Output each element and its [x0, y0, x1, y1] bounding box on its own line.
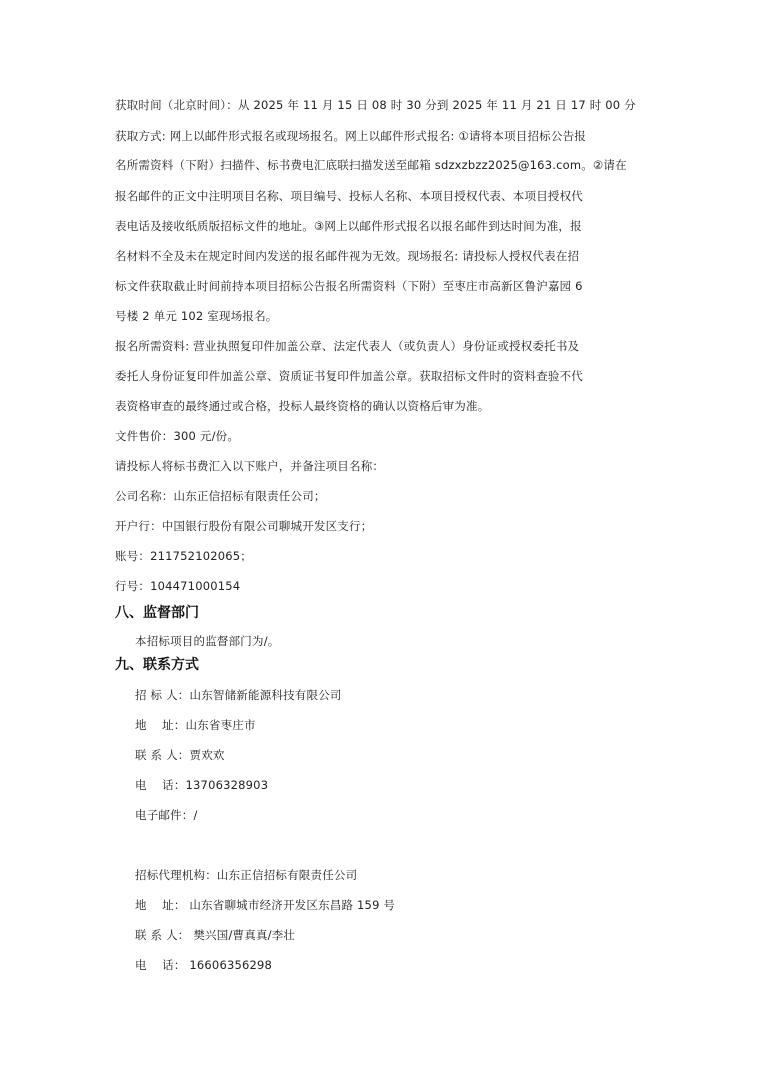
paragraph-line: 表资格审查的最终通过或合格，投标人最终资格的确认以资格后审为准。	[115, 399, 490, 413]
paragraph-line: 委托人身份证复印件加盖公章、资质证书复印件加盖公章。获取招标文件时的资料查验不代	[115, 369, 583, 383]
contact-line: 招标代理机构：山东正信招标有限责任公司	[135, 868, 358, 882]
section-8-body: 本招标项目的监督部门为/。	[135, 634, 280, 648]
paragraph-line: 行号：104471000154	[115, 579, 241, 593]
paragraph-line: 名所需资料（下附）扫描件、标书费电汇底联扫描发送至邮箱 sdzxzbzz2025@163.com。②请在	[115, 158, 627, 172]
contact-line: 电 话：13706328903	[135, 778, 269, 792]
paragraph-line: 请投标人将标书费汇入以下账户，并备注项目名称：	[115, 459, 385, 473]
contact-line: 招 标 人：山东智储新能源科技有限公司	[135, 688, 342, 702]
paragraph-line: 获取时间（北京时间）：从 2025 年 11 月 15 日 08 时 30 分到 2025 年 11 月 21 日 17 时 00 分	[115, 98, 636, 112]
contact-line: 联 系 人：贾欢欢	[135, 748, 225, 762]
paragraph-line: 获取方式: 网上以邮件形式报名或现场报名。网上以邮件形式报名: ①请将本项目招标公告报	[115, 129, 586, 143]
contact-line: 电 话： 16606356298	[135, 958, 273, 972]
paragraph-line: 报名邮件的正文中注明项目名称、项目编号、投标人名称、本项目授权代表、本项目授权代	[115, 189, 583, 203]
contact-line: 地 址： 山东省聊城市经济开发区东昌路 159 号	[135, 898, 396, 912]
section-9-heading: 九、联系方式	[115, 657, 199, 673]
paragraph-line: 表电话及接收纸质版招标文件的地址。③网上以邮件形式报名以报名邮件到达时间为准，报	[115, 219, 582, 233]
contact-line: 联 系 人： 樊兴国/曹真真/李壮	[135, 928, 296, 942]
paragraph-line: 账号：211752102065；	[115, 549, 252, 563]
paragraph-line: 开户行：中国银行股份有限公司聊城开发区支行；	[115, 519, 373, 533]
paragraph-line: 公司名称：山东正信招标有限责任公司；	[115, 489, 326, 503]
paragraph-line: 号楼 2 单元 102 室现场报名。	[115, 309, 278, 323]
paragraph-line: 名材料不全及未在规定时间内发送的报名邮件视为无效。现场报名: 请投标人授权代表在招	[115, 249, 580, 263]
paragraph-line: 报名所需资料: 营业执照复印件加盖公章、法定代表人（或负责人）身份证或授权委托书及	[115, 339, 580, 353]
contact-line: 电子邮件：/	[135, 808, 198, 822]
paragraph-line: 标文件获取截止时间前持本项目招标公告报名所需资料（下附）至枣庄市高新区鲁沪嘉园 6	[115, 279, 583, 293]
paragraph-line: 文件售价：300 元/份。	[115, 429, 240, 443]
section-8-heading: 八、监督部门	[115, 605, 199, 621]
contact-line: 地 址：山东省枣庄市	[135, 718, 256, 732]
